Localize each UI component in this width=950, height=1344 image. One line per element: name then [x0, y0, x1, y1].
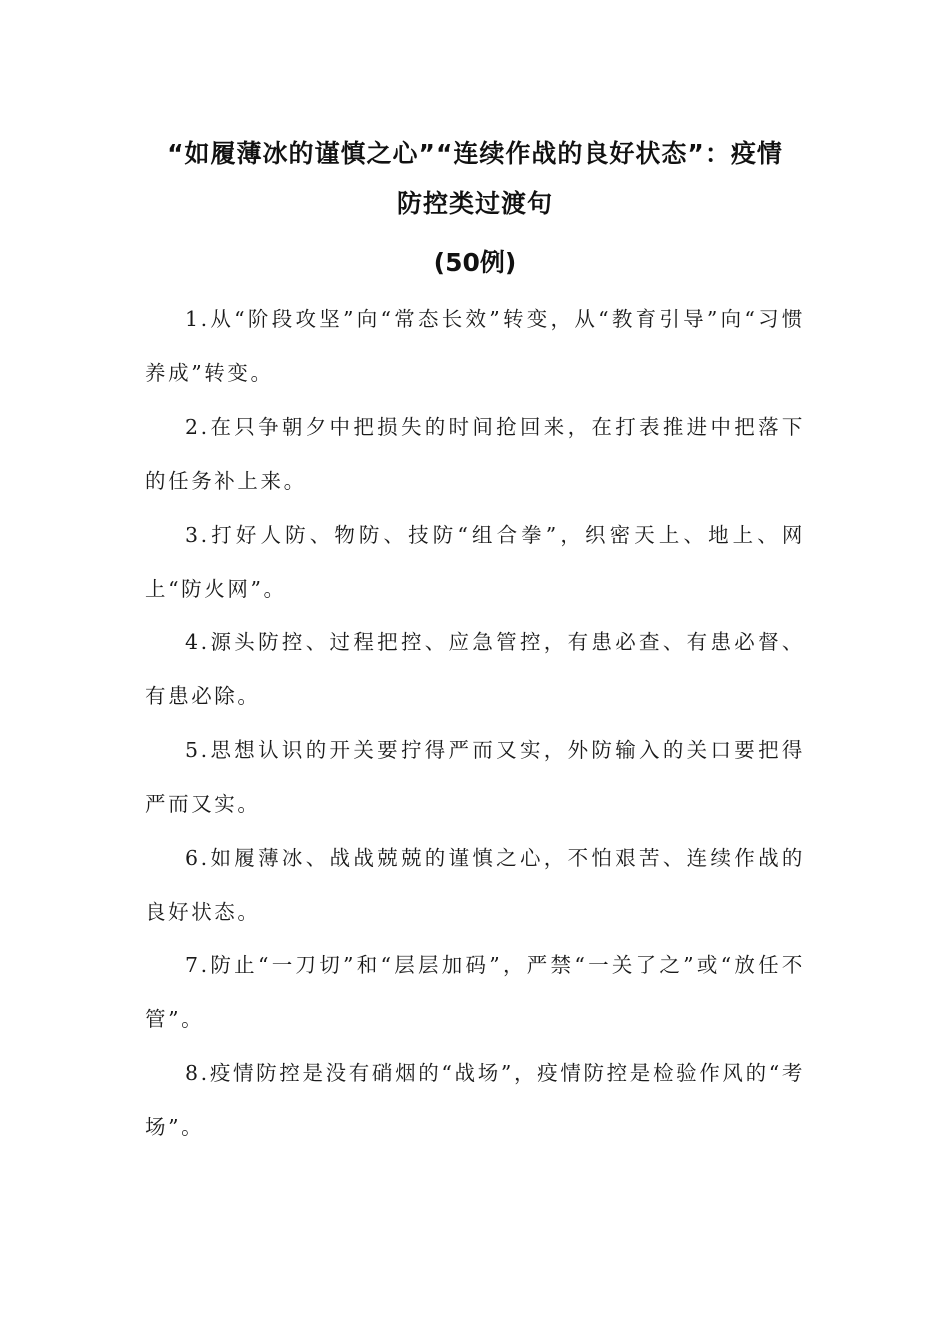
document-subtitle: (50例): [433, 248, 517, 277]
list-item-6: 6.如履薄冰、战战兢兢的谨慎之心，不怕艰苦、连续作战的良好状态。: [145, 846, 805, 924]
list-item-2: 2.在只争朝夕中把损失的时间抢回来，在打表推进中把落下的任务补上来。: [145, 415, 805, 493]
list-item-1: 1.从“阶段攻坚”向“常态长效”转变，从“教育引导”向“习惯养成”转变。: [145, 307, 805, 385]
document-title-line-2: 防控类过渡句: [396, 189, 553, 218]
list-item-7: 7.防止“一刀切”和“层层加码”，严禁“一关了之”或“放任不管”。: [145, 953, 805, 1031]
list-item-8: 8.疫情防控是没有硝烟的“战场”，疫情防控是检验作风的“考场”。: [145, 1061, 805, 1139]
list-item-4: 4.源头防控、过程把控、应急管控，有患必查、有患必督、有患必除。: [145, 630, 805, 708]
document-title-line-1: “如履薄冰的谨慎之心”“连续作战的良好状态”：疫情: [167, 139, 783, 168]
list-item-3: 3.打好人防、物防、技防“组合拳”，织密天上、地上、网上“防火网”。: [145, 523, 805, 601]
list-item-5: 5.思想认识的开关要拧得严而又实，外防输入的关口要把得严而又实。: [145, 738, 805, 816]
